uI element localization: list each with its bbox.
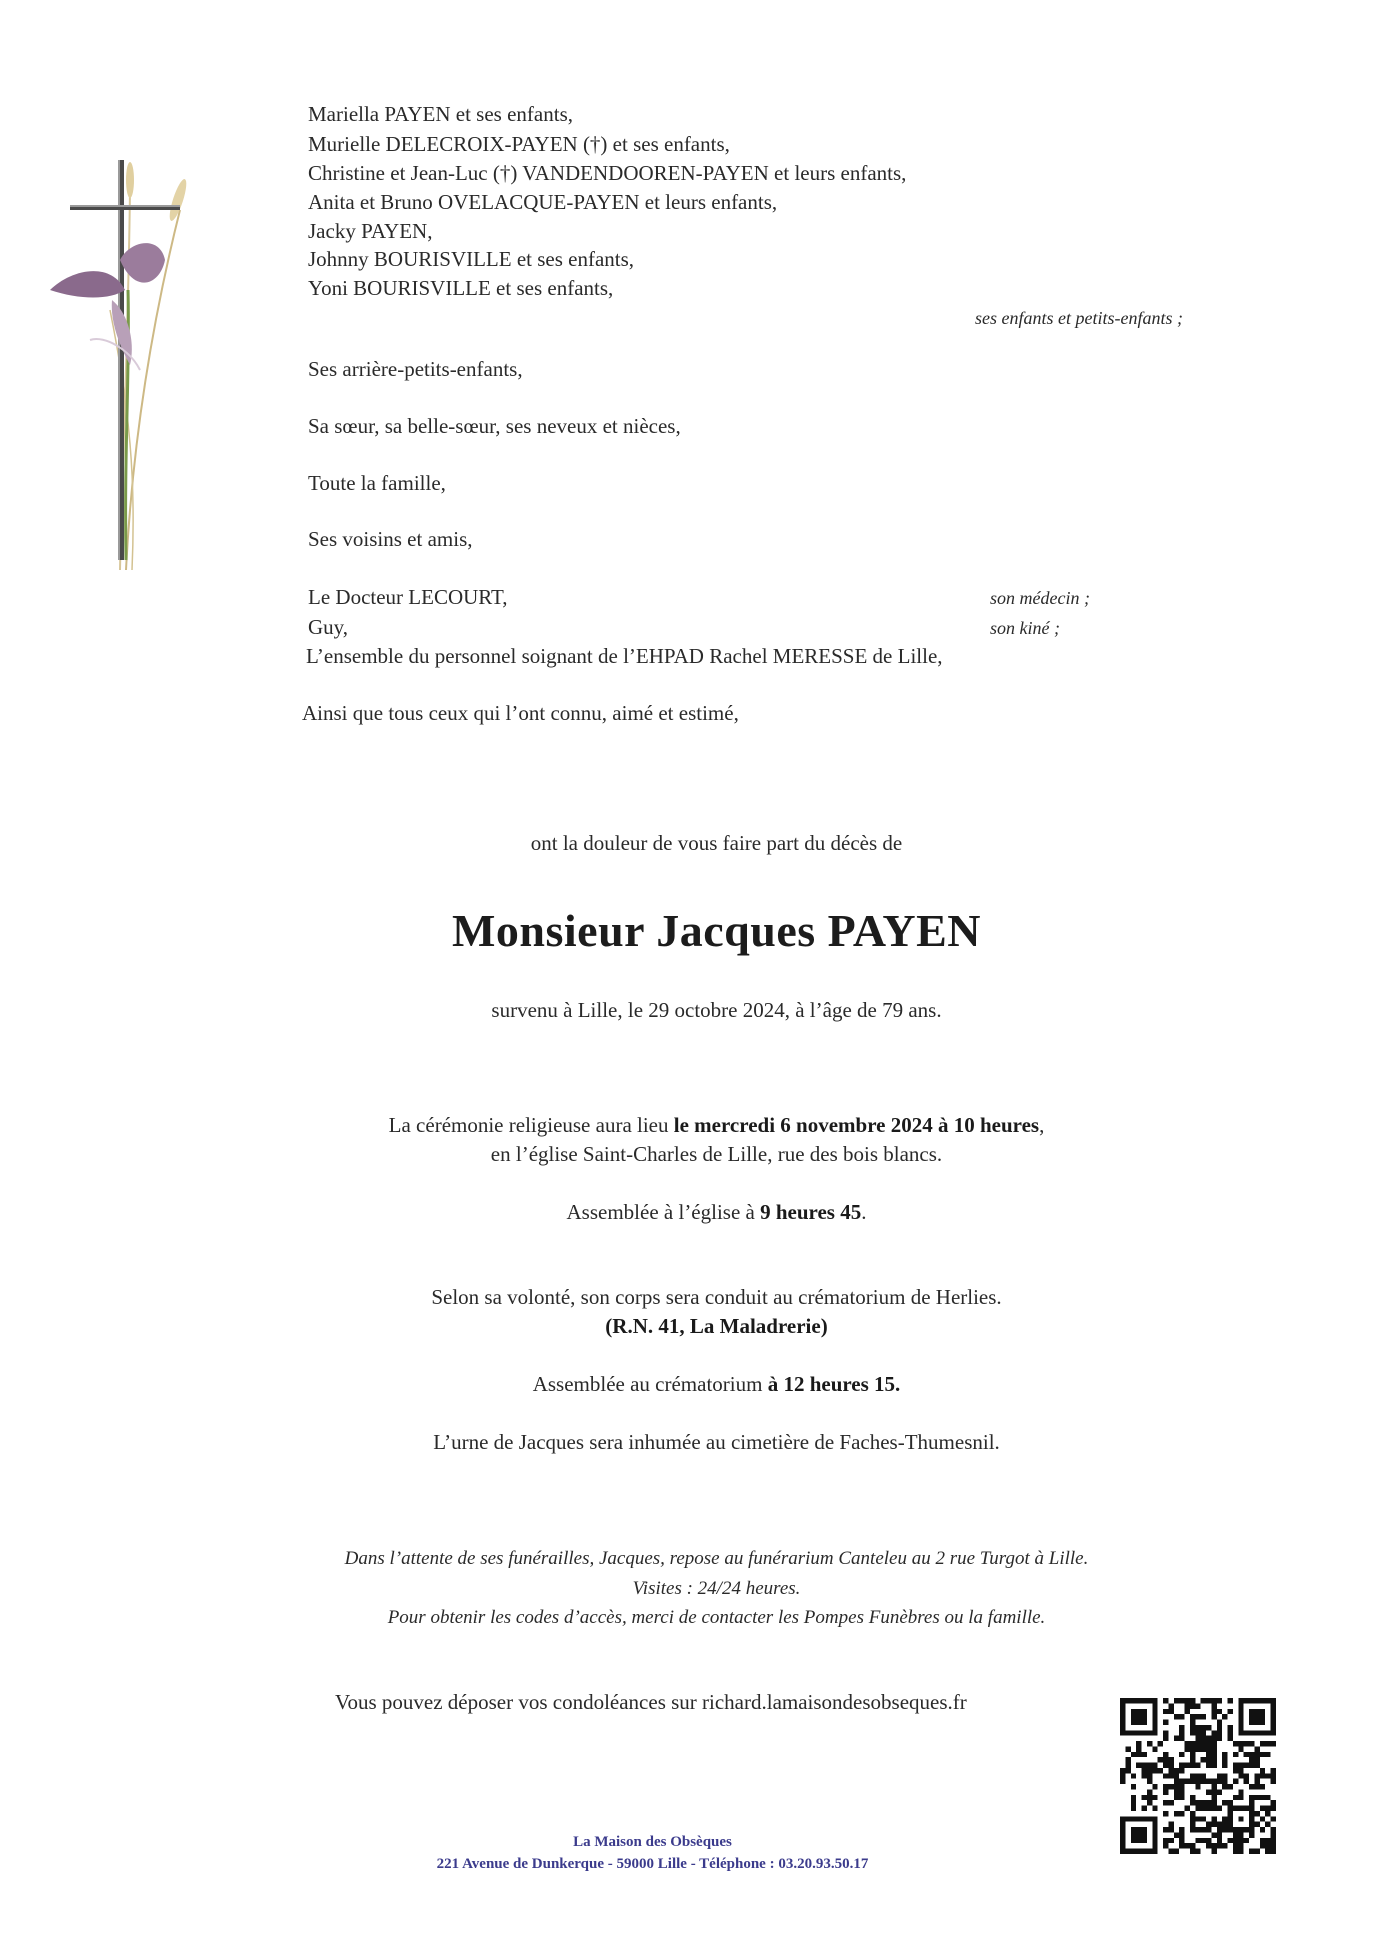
doctor-line: Le Docteur LECOURT, bbox=[308, 585, 508, 609]
family-line: Yoni BOURISVILLE et ses enfants, bbox=[308, 276, 614, 300]
church-time: 9 heures 45 bbox=[760, 1200, 862, 1224]
family-note: ses enfants et petits-enfants ; bbox=[975, 308, 1183, 328]
family-line: Murielle DELECROIX-PAYEN (†) et ses enfants, bbox=[308, 132, 730, 156]
urn-line: L’urne de Jacques sera inhumée au cimetière de Faches-Thumesnil. bbox=[433, 1430, 1000, 1454]
neighbors-line: Ses voisins et amis, bbox=[308, 527, 473, 551]
deceased-name: Monsieur Jacques PAYEN bbox=[452, 905, 981, 956]
ceremony-prefix: La cérémonie religieuse aura lieu bbox=[388, 1113, 674, 1137]
death-info: survenu à Lille, le 29 octobre 2024, à l’âge de 79 ans. bbox=[491, 998, 942, 1022]
sister-line: Sa sœur, sa belle-sœur, ses neveux et nièces, bbox=[308, 414, 681, 438]
cross-with-lily-illustration bbox=[50, 150, 200, 570]
crematorium-prefix: Assemblée au crématorium bbox=[532, 1372, 768, 1396]
crematorium-time: à 12 heures 15. bbox=[767, 1372, 901, 1396]
announcement-line: ont la douleur de vous faire part du décès de bbox=[530, 831, 903, 855]
footer-company-name: La Maison des Obsèques bbox=[573, 1834, 732, 1850]
visits-line: Visites : 24/24 heures. bbox=[632, 1578, 801, 1599]
crematorium-address bbox=[28, 1313, 1377, 1340]
condolences-line: Vous pouvez déposer vos condoléances sur richard.lamaisondesobseques.fr bbox=[335, 1690, 967, 1714]
footer-address: 221 Avenue de Dunkerque - 59000 Lille - Téléphone : 03.20.93.50.17 bbox=[436, 1856, 869, 1872]
ceremony-line bbox=[28, 1112, 1377, 1139]
guy-line: Guy, bbox=[308, 615, 349, 639]
family-line: Jacky PAYEN, bbox=[308, 219, 433, 243]
qr-code[interactable] bbox=[1120, 1698, 1276, 1854]
staff-line: L’ensemble du personnel soignant de l’EHPAD Rachel MERESSE de Lille, bbox=[306, 644, 943, 668]
all-others-line: Ainsi que tous ceux qui l’ont connu, aimé et estimé, bbox=[302, 701, 739, 725]
doctor-note: son médecin ; bbox=[990, 588, 1090, 608]
church-assembly-line bbox=[28, 1199, 1377, 1226]
crematorium-address-text: (R.N. 41, La Maladrerie) bbox=[605, 1314, 828, 1338]
crematorium-assembly-line bbox=[28, 1371, 1377, 1398]
guy-note: son kiné ; bbox=[990, 618, 1060, 638]
church-suffix: . bbox=[861, 1200, 867, 1224]
family-line: Johnny BOURISVILLE et ses enfants, bbox=[308, 247, 635, 271]
family-line: Christine et Jean-Luc (†) VANDENDOOREN-PAYEN et leurs enfants, bbox=[308, 161, 907, 185]
access-line: Pour obtenir les codes d’accès, merci de contacter les Pompes Funèbres ou la famille. bbox=[387, 1607, 1046, 1628]
ceremony-date: le mercredi 6 novembre 2024 à 10 heures bbox=[673, 1113, 1040, 1137]
great-grandchildren-line: Ses arrière-petits-enfants, bbox=[308, 357, 523, 381]
funerarium-line: Dans l’attente de ses funérailles, Jacques, repose au funérarium Canteleu au 2 rue Turgot à Lille. bbox=[344, 1548, 1089, 1569]
ceremony-suffix: , bbox=[1039, 1113, 1045, 1137]
ceremony-place: en l’église Saint-Charles de Lille, rue des bois blancs. bbox=[490, 1142, 943, 1166]
church-prefix: Assemblée à l’église à bbox=[566, 1200, 761, 1224]
crematorium-line: Selon sa volonté, son corps sera conduit au crématorium de Herlies. bbox=[431, 1285, 1002, 1309]
family-all-line: Toute la famille, bbox=[308, 471, 446, 495]
family-line: Anita et Bruno OVELACQUE-PAYEN et leurs enfants, bbox=[308, 190, 778, 214]
family-line: Mariella PAYEN et ses enfants, bbox=[308, 102, 573, 126]
